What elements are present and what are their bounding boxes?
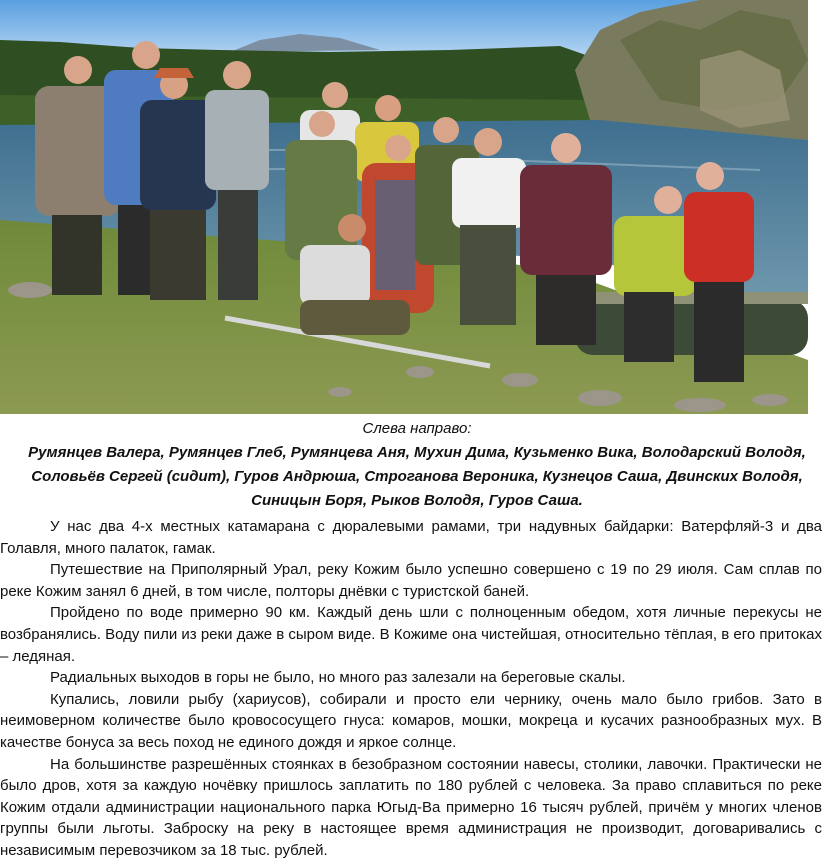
paragraph: На большинстве разрешённых стоянках в безобразном состоянии навесы, столики, лавочки. Практически не было дров, хотя за каждую ночёвку пришлось заплатить по 180 рублей с человека. За право сплавиться по реке Кожим отдали администрации национального парка Югыд-Ва примерно 16 тысяч рублей, причём у многих членов группы были льготы. Заброску на реку в настоящее время администрация не производит, договаривались с независимым перевозчиком за 18 тыс. рублей.: [0, 755, 822, 859]
group-photo-illustration: [0, 0, 808, 414]
article-body: [0, 516, 822, 862]
paragraph: Путешествие на Приполярный Урал, реку Кожим было успешно совершено с 19 по 29 июля. Сам сплав по реке Кожим занял 6 дней, в том числе, полторы днёвки с туристской баней.: [0, 561, 822, 600]
photo-caption: [0, 417, 834, 513]
caption-heading: Слева направо:: [362, 420, 472, 437]
group-photo: [0, 0, 808, 414]
paragraph: Пройдено по воде примерно 90 км. Каждый день шли с полноценным обедом, хотя личные перекусы не возбранялись. Воду пили из реки даже в сыром виде. В Кожиме она чистейшая, относительно тёплая, в его притоках – ледяная.: [0, 604, 822, 665]
paragraph: У нас два 4-х местных катамарана с дюралевыми рамами, три надувных байдарки: Ватерфляй-3 и два Голавля, много палаток, гамак.: [0, 518, 822, 557]
caption-names-line-1: Румянцев Валера, Румянцев Глеб, Румянцева Аня, Мухин Дима, Кузьменко Вика, Володарский Володя,: [28, 444, 806, 461]
caption-names-line-3: Синицын Боря, Рыков Володя, Гуров Саша.: [251, 492, 583, 509]
paragraph: Радиальных выходов в горы не было, но много раз залезали на береговые скалы.: [50, 669, 626, 687]
paragraph: Купались, ловили рыбу (хариусов), собирали и просто ели чернику, очень мало было грибов. Зато в неимоверном количестве было кровососущего гнуса: комаров, мошки, мокреца и кусачих разнообразных мух. В качестве бонуса за весь поход не единого дождя и яркое солнце.: [0, 690, 822, 751]
caption-names-line-2: Соловьёв Сергей (сидит), Гуров Андрюша, Строганова Вероника, Кузнецов Саша, Двинских Володя,: [31, 468, 803, 485]
